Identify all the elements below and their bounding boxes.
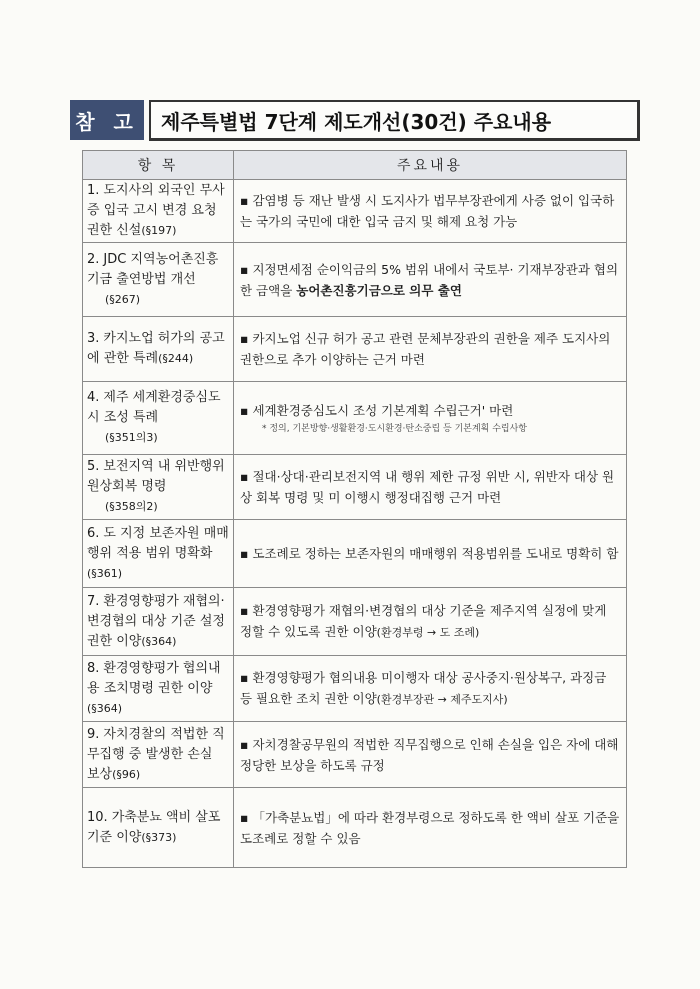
- desc-cell: [234, 243, 627, 317]
- desc-text: 지정면세점 순이익금의 5% 범위 내에서 국토부· 기재부장관과 협의한 금액을: [240, 261, 619, 298]
- desc-cell: [234, 317, 627, 382]
- section-ref: (§197): [141, 224, 177, 237]
- item-title: 가축분뇨 액비 살포 기준 이양: [87, 809, 221, 845]
- table-row: [83, 243, 627, 317]
- item-cell: 3. 카지노업 허가의 공고에 관한 특례(§244): [83, 317, 234, 382]
- desc-text: 환경영향평가 협의내용 미이행자 대상 공사중지·원상복구, 과징금 등 필요한 조치 권한 이양: [240, 670, 607, 706]
- table-row: [83, 180, 627, 243]
- item-title: 환경영향평가 협의내용 조치명령 권한 이양: [87, 660, 221, 696]
- table-row: [83, 656, 627, 722]
- bullet-icon: ▪: [240, 603, 249, 618]
- desc-text: 세계환경중심도시 조성 기본계획 수립근거' 마련: [252, 402, 514, 418]
- section-ref: (§96): [112, 767, 141, 781]
- section-ref: (§373): [141, 830, 177, 844]
- desc-cell: [234, 382, 627, 455]
- desc-cell: [234, 455, 627, 520]
- bullet-icon: ▪: [240, 261, 249, 277]
- page-header: [70, 100, 628, 142]
- bullet-icon: ▪: [240, 809, 249, 825]
- bullet-icon: ▪: [240, 331, 249, 346]
- item-title: JDC 지역농어촌진흥기금 출연방법 개선: [87, 251, 219, 287]
- desc-cell: [234, 180, 627, 243]
- bullet-icon: ▪: [240, 736, 249, 752]
- desc-text: 카지노업 신규 허가 공고 관련 문체부장관의 권한을 제주 도지사의 권한으로 추가 이양하는 근거 마련: [240, 331, 611, 367]
- desc-cell: [234, 588, 627, 656]
- table-row: [83, 382, 627, 455]
- desc-emphasis: 농어촌진흥기금으로 의무 출연: [296, 282, 462, 298]
- table-header-row: [83, 151, 627, 180]
- item-cell: 1. 도지사의 외국인 무사증 입국 고시 변경 요청 권한 신설(§197): [83, 180, 234, 243]
- item-cell: 7. 환경영향평가 재협의·변경협의 대상 기준 설정 권한 이양(§364): [83, 588, 234, 656]
- item-title: 제주 세계환경중심도시 조성 특례: [87, 390, 221, 425]
- table-row: [83, 588, 627, 656]
- item-cell: 2. JDC 지역농어촌진흥기금 출연방법 개선 (§267): [83, 243, 234, 317]
- item-title: 환경영향평가 재협의·변경협의 대상 기준 설정 권한 이양: [87, 593, 225, 649]
- bullet-icon: ▪: [240, 546, 249, 561]
- table-row: [83, 722, 627, 788]
- desc-cell: [234, 788, 627, 868]
- item-cell: 10. 가축분뇨 액비 살포 기준 이양(§373): [83, 788, 234, 868]
- section-ref: (§364): [87, 701, 123, 715]
- section-ref: (§364): [141, 634, 177, 648]
- section-ref: (§267): [105, 292, 141, 306]
- item-title: 카지노업 허가의 공고에 관한 특례: [87, 331, 225, 366]
- item-cell: 5. 보전지역 내 위반행위 원상회복 명령 (§358의2): [83, 455, 234, 520]
- desc-text: 감염병 등 재난 발생 시 도지사가 법무부장관에게 사증 없이 입국하는 국가의 국민에 대한 입국 금지 및 해제 요청 가능: [240, 193, 615, 229]
- desc-text: 환경영향평가 재협의·변경협의 대상 기준을 제주지역 실정에 맞게 정할 수 있도록 권한 이양: [240, 603, 607, 639]
- column-header-item: 항 목: [83, 151, 234, 180]
- page-title: 제주특별법 7단계 제도개선(30건) 주요내용: [149, 100, 640, 141]
- desc-text: 「가축분뇨법」에 따라 환경부령으로 정하도록 한 액비 살포 기준을 도조례로 정할 수 있음: [240, 809, 620, 846]
- bullet-icon: ▪: [240, 193, 249, 208]
- desc-note: * 정의, 기본방향·생활환경·도시환경·탄소중립 등 기본계획 수립사항: [262, 423, 527, 434]
- desc-cell: [234, 722, 627, 788]
- desc-subnote: (환경부장관 → 제주도지사): [376, 693, 508, 706]
- bullet-icon: ▪: [240, 469, 249, 484]
- desc-cell: [234, 656, 627, 722]
- item-title: 도 지정 보존자원 매매행위 적용 범위 명확화: [87, 525, 229, 561]
- item-cell: 9. 자치경찰의 적법한 직무집행 중 발생한 손실 보상(§96): [83, 722, 234, 788]
- summary-table: [82, 150, 627, 868]
- reference-badge: 참 고: [70, 100, 144, 140]
- item-cell: 6. 도 지정 보존자원 매매행위 적용 범위 명확화(§361): [83, 520, 234, 588]
- desc-cell: [234, 520, 627, 588]
- table-row: [83, 455, 627, 520]
- item-cell: 8. 환경영향평가 협의내용 조치명령 권한 이양(§364): [83, 656, 234, 722]
- section-ref: (§244): [158, 352, 194, 365]
- table-row: [83, 520, 627, 588]
- item-title: 보전지역 내 위반행위 원상회복 명령: [87, 459, 225, 494]
- desc-text: 절대·상대·관리보전지역 내 행위 제한 규정 위반 시, 위반자 대상 원상 회복 명령 및 미 이행시 행정대집행 근거 마련: [240, 469, 615, 505]
- table-row: [83, 317, 627, 382]
- section-ref: (§361): [87, 566, 123, 580]
- bullet-icon: ▪: [240, 402, 249, 418]
- desc-text: 도조례로 정하는 보존자원의 매매행위 적용범위를 도내로 명확히 함: [252, 546, 619, 561]
- item-title: 자치경찰의 적법한 직무집행 중 발생한 손실 보상: [87, 726, 225, 782]
- column-header-desc: 주요내용: [234, 151, 627, 180]
- desc-subnote: (환경부령 → 도 조례): [376, 626, 480, 639]
- section-ref: (§358의2): [105, 500, 158, 513]
- desc-text: 자치경찰공무원의 적법한 직무집행으로 인해 손실을 입은 자에 대해 정당한 보상을 하도록 규정: [240, 736, 619, 773]
- section-ref: (§351의3): [105, 431, 158, 444]
- item-title: 도지사의 외국인 무사증 입국 고시 변경 요청 권한 신설: [87, 183, 225, 238]
- item-cell: 4. 제주 세계환경중심도시 조성 특례 (§351의3): [83, 382, 234, 455]
- bullet-icon: ▪: [240, 670, 249, 685]
- table-row: [83, 788, 627, 868]
